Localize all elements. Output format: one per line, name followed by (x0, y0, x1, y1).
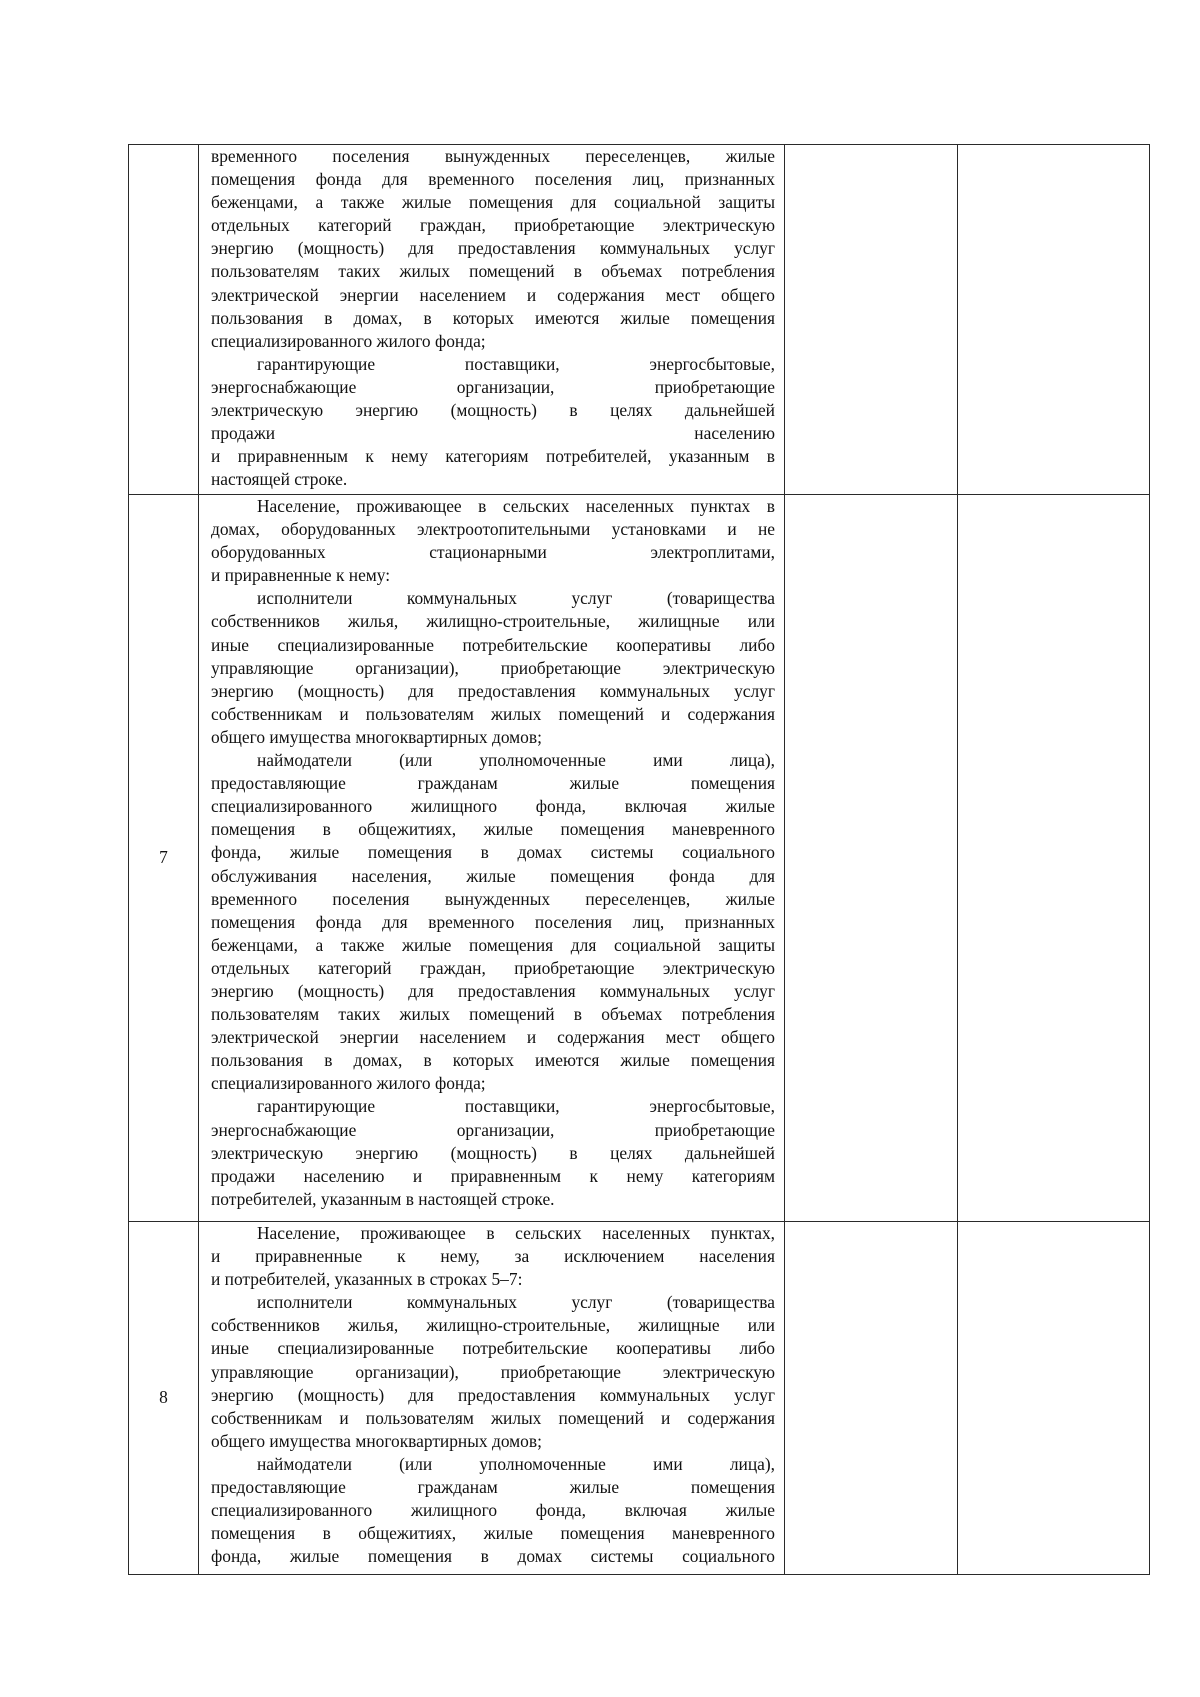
text-line: управляющие организации), приобретающие электрическую (211, 1361, 775, 1382)
text-line: и приравненные к нему: (211, 565, 391, 586)
row-value-cell-1 (785, 145, 958, 495)
text-line: помещения в общежитиях, жилые помещения маневренного (211, 1523, 775, 1544)
text-line: пользователям таких жилых помещений в объемах потребления (211, 261, 775, 282)
row-description-cell (199, 145, 785, 495)
text-line: продажи населению (211, 423, 775, 444)
text-line: энергию (мощность) для предоставления коммунальных услуг (211, 680, 775, 701)
text-line: помещения фонда для временного поселения лиц, признанных (211, 911, 775, 932)
text-line: наймодатели (или уполномоченные ими лица), (257, 750, 775, 771)
text-line: специализированного жилищного фонда, включая жилые (211, 1500, 775, 1521)
text-line: электрическую энергию (мощность) в целях дальнейшей (211, 1142, 775, 1163)
row-description-cell (199, 495, 785, 1222)
text-line: и потребителей, указанных в строках 5–7: (211, 1269, 523, 1290)
text-line: пользователям таких жилых помещений в объемах потребления (211, 1004, 775, 1025)
text-line: энергию (мощность) для предоставления коммунальных услуг (211, 980, 775, 1001)
table-row (129, 495, 1150, 1222)
text-line: домах, оборудованных электроотопительными установками и не (211, 519, 775, 540)
table-body (129, 145, 1150, 1575)
text-line: и приравненные к нему, за исключением населения (211, 1246, 775, 1267)
text-line: беженцами, а также жилые помещения для социальной защиты (211, 934, 775, 955)
text-line: предоставляющие гражданам жилые помещения (211, 1477, 775, 1498)
text-line: фонда, жилые помещения в домах системы социального (211, 842, 775, 863)
text-line: временного поселения вынужденных переселенцев, жилые (211, 146, 775, 166)
text-line: иные специализированные потребительские кооперативы либо (211, 1338, 775, 1359)
text-line: пользования в домах, в которых имеются жилые помещения (211, 1050, 775, 1071)
text-line: помещения в общежитиях, жилые помещения маневренного (211, 819, 775, 840)
text-line: пользования в домах, в которых имеются жилые помещения (211, 307, 775, 328)
row-number-cell (129, 145, 199, 495)
row-number-cell: 7 (129, 495, 199, 1222)
text-line: общего имущества многоквартирных домов; (211, 726, 542, 747)
tariff-table (128, 144, 1150, 1575)
text-line: электрическую энергию (мощность) в целях дальнейшей (211, 400, 775, 421)
row-value-cell-2 (958, 495, 1150, 1222)
row-value-cell-1 (785, 1222, 958, 1575)
row-value-cell-1 (785, 495, 958, 1222)
text-line: гарантирующие поставщики, энергосбытовые, (257, 353, 775, 374)
text-line: специализированного жилищного фонда, включая жилые (211, 796, 775, 817)
text-line: отдельных категорий граждан, приобретающие электрическую (211, 957, 775, 978)
text-line: специализированного жилого фонда; (211, 330, 486, 351)
text-line: Население, проживающее в сельских населенных пунктах, (257, 1223, 775, 1243)
text-line: собственников жилья, жилищно-строительные, жилищные или (211, 611, 775, 632)
text-line: энергию (мощность) для предоставления коммунальных услуг (211, 1384, 775, 1405)
text-line: общего имущества многоквартирных домов; (211, 1430, 542, 1451)
text-line: Население, проживающее в сельских населенных пунктах в (257, 496, 775, 516)
text-line: исполнители коммунальных услуг (товарищества (257, 588, 775, 609)
text-line: гарантирующие поставщики, энергосбытовые, (257, 1096, 775, 1117)
text-line: и приравненным к нему категориям потребителей, указанным в (211, 446, 775, 467)
row-value-cell-2 (958, 1222, 1150, 1575)
text-line: временного поселения вынужденных переселенцев, жилые (211, 888, 775, 909)
text-line: электрической энергии населением и содержания мест общего (211, 1027, 775, 1048)
table-row (129, 145, 1150, 495)
text-line: оборудованных стационарными электроплитами, (211, 542, 775, 563)
text-line: продажи населению и приравненным к нему категориям (211, 1165, 775, 1186)
row-value-cell-2 (958, 145, 1150, 495)
text-line: иные специализированные потребительские кооперативы либо (211, 634, 775, 655)
table-row (129, 1222, 1150, 1575)
text-line: собственникам и пользователям жилых помещений и содержания (211, 703, 775, 724)
text-line: электрической энергии населением и содержания мест общего (211, 284, 775, 305)
text-line: энергоснабжающие организации, приобретающие (211, 376, 775, 397)
text-line: предоставляющие гражданам жилые помещения (211, 773, 775, 794)
text-line: потребителей, указанным в настоящей строке. (211, 1188, 555, 1209)
text-line: управляющие организации), приобретающие электрическую (211, 657, 775, 678)
text-line: собственникам и пользователям жилых помещений и содержания (211, 1407, 775, 1428)
text-line: настоящей строке. (211, 469, 348, 490)
row-number-cell: 8 (129, 1222, 199, 1575)
text-line: помещения фонда для временного поселения лиц, признанных (211, 169, 775, 190)
text-line: собственников жилья, жилищно-строительные, жилищные или (211, 1315, 775, 1336)
text-line: исполнители коммунальных услуг (товарищества (257, 1292, 775, 1313)
row-description-cell (199, 1222, 785, 1575)
text-line: наймодатели (или уполномоченные ими лица), (257, 1453, 775, 1474)
text-line: беженцами, а также жилые помещения для социальной защиты (211, 192, 775, 213)
text-line: энергию (мощность) для предоставления коммунальных услуг (211, 238, 775, 259)
text-line: специализированного жилого фонда; (211, 1073, 486, 1094)
text-line: энергоснабжающие организации, приобретающие (211, 1119, 775, 1140)
text-line: фонда, жилые помещения в домах системы социального (211, 1546, 775, 1567)
text-line: отдельных категорий граждан, приобретающие электрическую (211, 215, 775, 236)
text-line: обслуживания населения, жилые помещения фонда для (211, 865, 775, 886)
